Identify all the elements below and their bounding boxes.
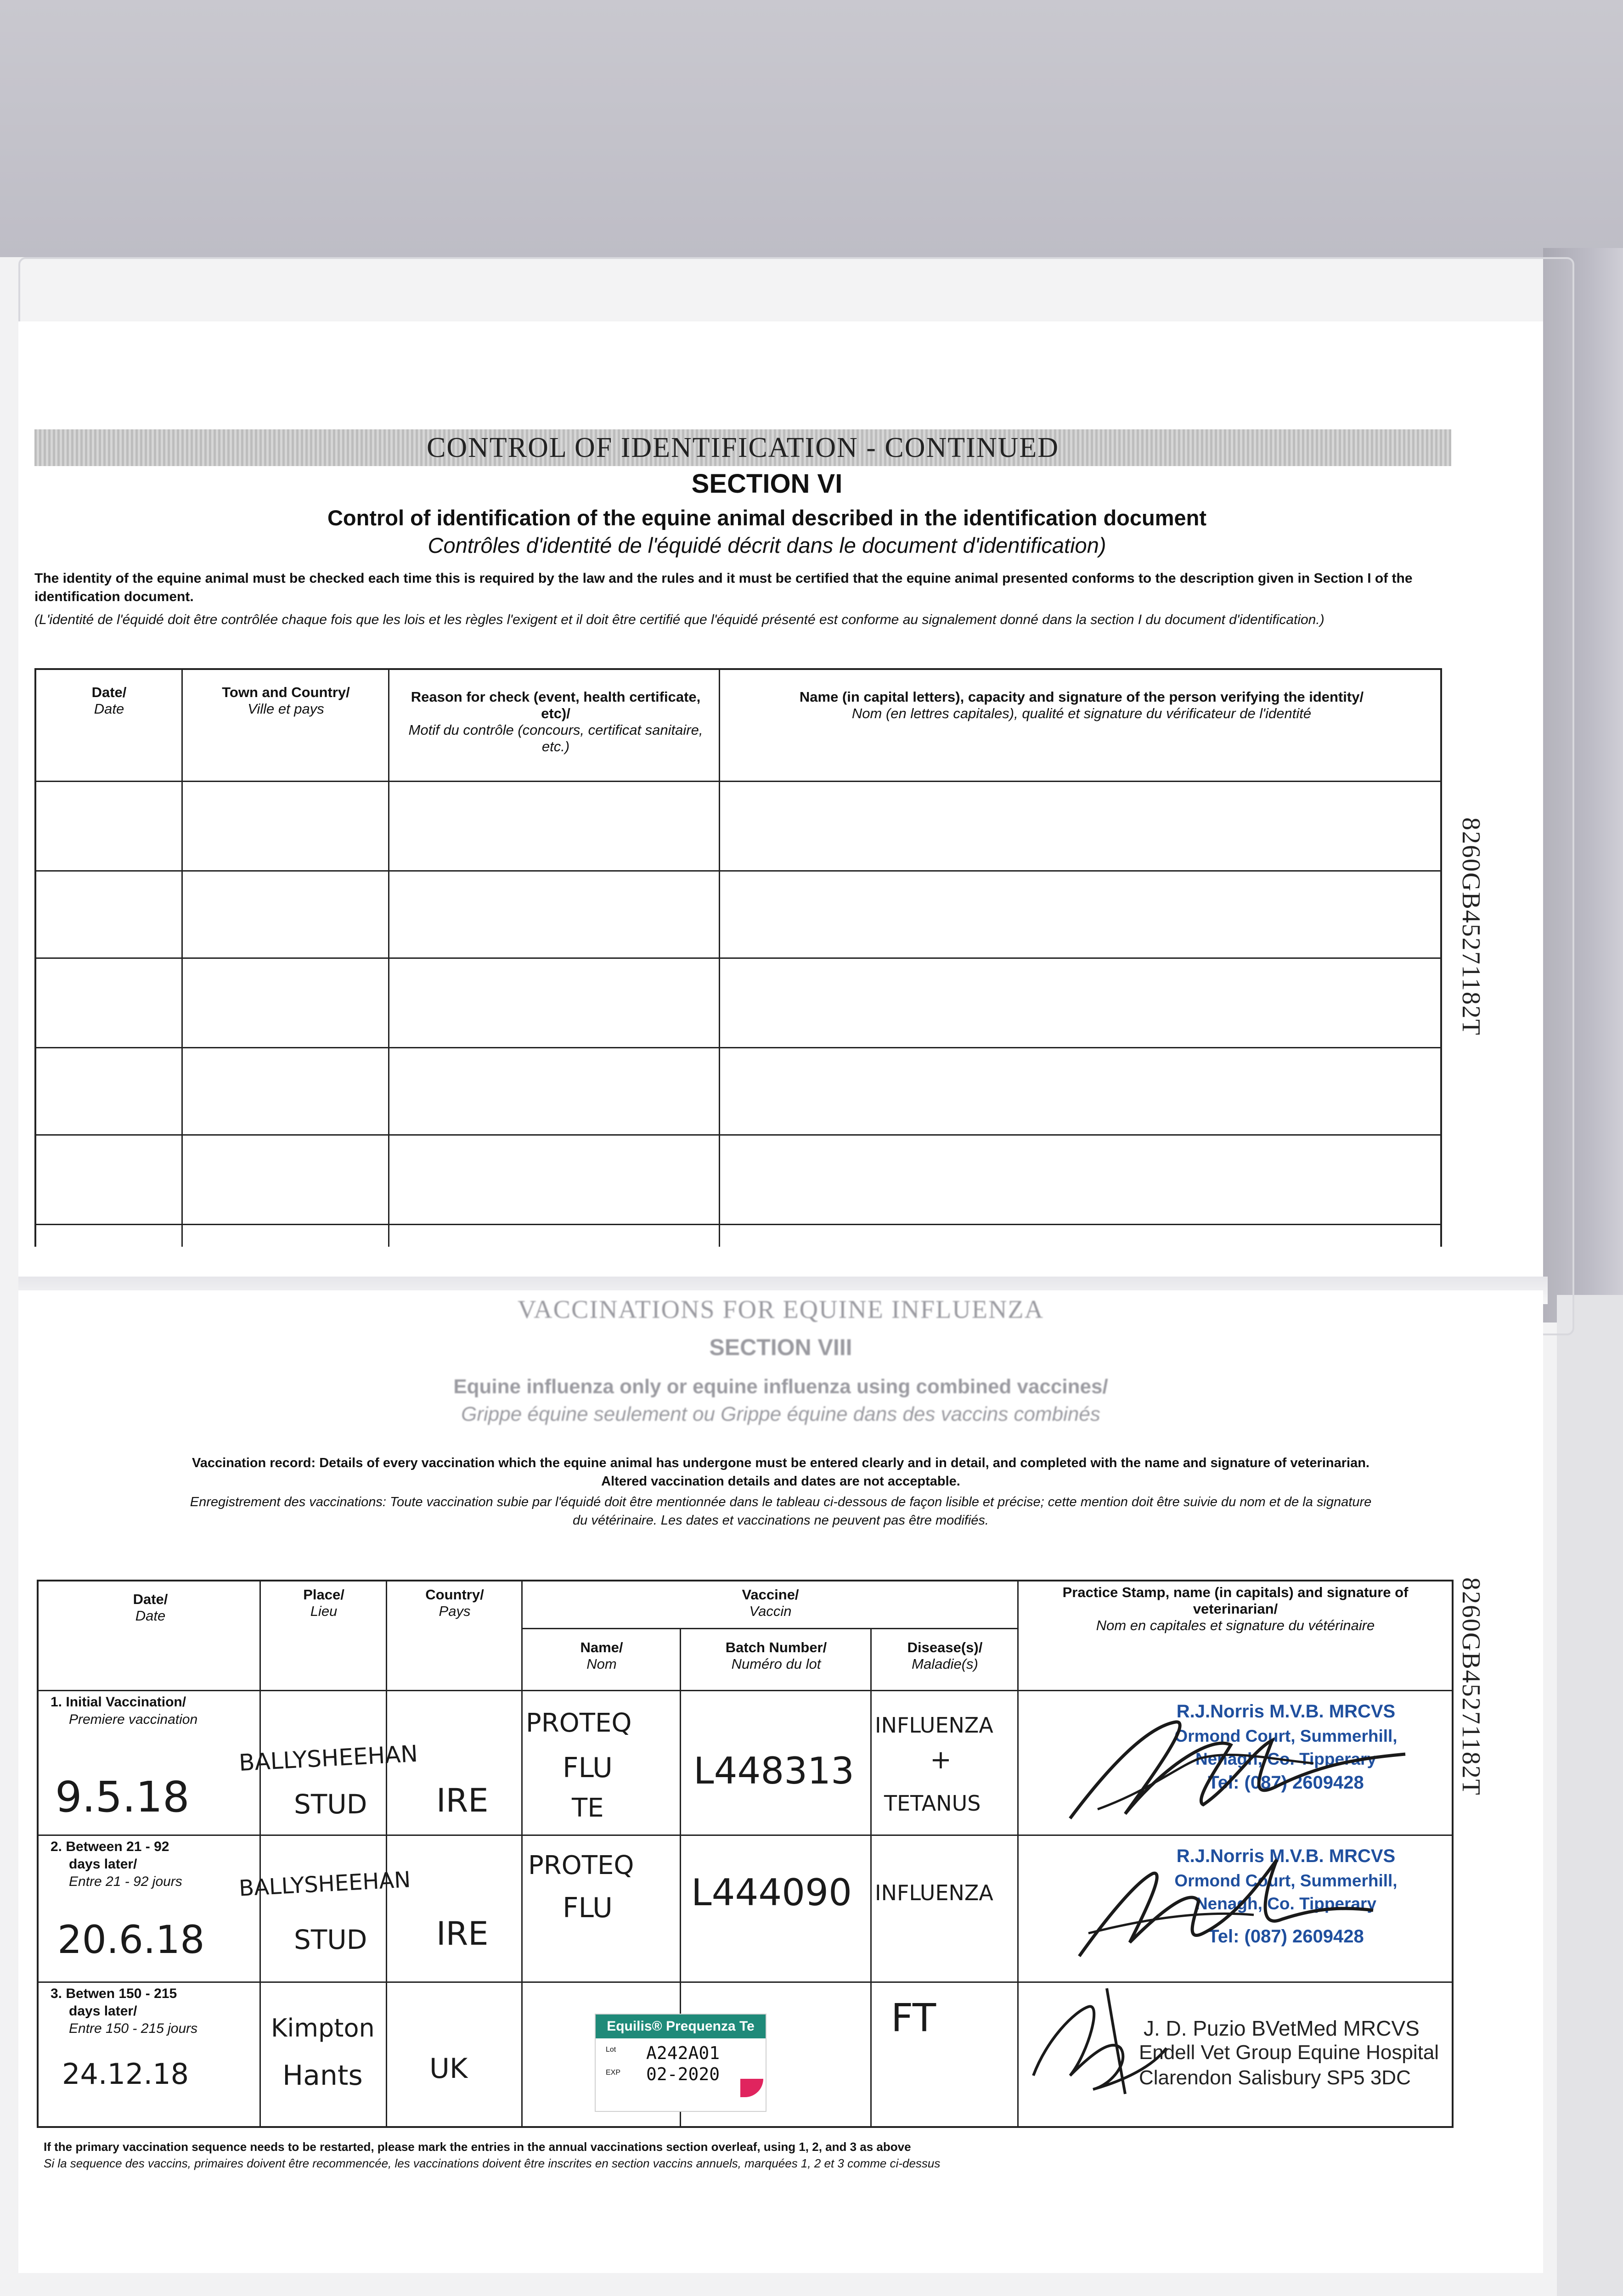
row1-label-en: 1. Initial Vaccination/ [51, 1694, 186, 1710]
section-viii-title: SECTION VIII [709, 1334, 852, 1360]
row1-vaccine-name-3: TE [572, 1793, 604, 1823]
row3-label-en2: days later/ [69, 2003, 137, 2019]
section-viii-footer-en: If the primary vaccination sequence needs to be restarted, please mark the entries in the annual vaccinations section overleaf, using 1, 2, and 3 as above [44, 2140, 911, 2154]
vacc-border-right [1452, 1580, 1454, 2128]
row2-stamp-line-3: Nenagh, Co. Tipperary [1195, 1894, 1377, 1913]
row2-vaccine-name-2: FLU [563, 1892, 613, 1924]
vacc-header-country [388, 1587, 521, 1620]
vacc-header-country-fr: Pays [439, 1603, 471, 1619]
row-line-3 [34, 957, 1442, 959]
row1-date: 9.5.18 [55, 1773, 190, 1822]
vacc-header-batch-fr: Numéro du lot [731, 1656, 821, 1672]
row3-stamp-line-1: J. D. Puzio BVetMed MRCVS [1144, 2016, 1420, 2040]
vacc-header-vaccine-en: Vaccine/ [742, 1587, 799, 1603]
vacc-header-vaccine-fr: Vaccin [749, 1603, 792, 1619]
vacc-header-vaccine [524, 1587, 1017, 1620]
row1-place-2: STUD [294, 1789, 367, 1820]
vacc-row-line-3 [37, 1981, 1454, 1983]
row1-vaccine-name-2: FLU [563, 1752, 613, 1784]
row2-disease-1: INFLUENZA [875, 1880, 993, 1905]
vacc-header-place-fr: Lieu [310, 1603, 338, 1619]
row3-disease-1: FT [891, 1995, 936, 2040]
vacc-subheader-line [521, 1628, 1017, 1629]
row2-place-1: BALLYSHEEHAN [238, 1867, 411, 1902]
section-vi-banner [34, 429, 1451, 466]
row-line-2 [34, 870, 1442, 872]
row3-label-en: 3. Betwen 150 - 215 [51, 1986, 177, 2001]
col-header-town [184, 684, 388, 717]
sticker-exp-label: EXP [606, 2069, 621, 2077]
vacc-header-stamp [1024, 1584, 1447, 1634]
vacc-header-place [262, 1587, 386, 1620]
row2-stamp-line-4: Tel: (087) 2609428 [1208, 1926, 1364, 1947]
vacc-header-date-fr: Date [135, 1608, 166, 1624]
vacc-border-bottom [37, 2126, 1454, 2128]
row1-stamp-line-4: Tel: (087) 2609428 [1208, 1773, 1364, 1793]
row-line-1 [34, 781, 1442, 782]
vacc-row-line-2 [37, 1835, 1454, 1836]
vacc-col-div-5 [870, 1628, 872, 2128]
section-viii-intro-fr-1: Enregistrement des vaccinations: Toute vaccination subie par l'équidé doit être mentionnée dans le tableau ci-dessous de façon lisible et précise; cette mention doit être suivie du nom et de la signature [190, 1495, 1372, 1509]
row1-signature [1056, 1708, 1433, 1832]
row2-vaccine-name-1: PROTEQ [528, 1851, 634, 1880]
sticker-vaccine-name: Equilis® Prequenza Te [596, 2015, 766, 2038]
vacc-col-div-2 [386, 1580, 387, 2128]
row-line-4 [34, 1047, 1442, 1048]
row1-disease-1: INFLUENZA [875, 1713, 993, 1738]
vacc-header-country-en: Country/ [425, 1587, 484, 1603]
col-header-reason [404, 689, 707, 755]
col-header-town-en: Town and Country/ [222, 684, 350, 700]
section-vi-subtitle-en: Control of identification of the equine animal described in the identification document [327, 506, 1207, 530]
col-header-date [37, 684, 181, 717]
row2-label-en: 2. Between 21 - 92 [51, 1839, 169, 1854]
sticker-exp: 02-2020 [646, 2064, 720, 2084]
vacc-header-place-en: Place/ [303, 1587, 344, 1603]
vaccine-batch-sticker [595, 2014, 766, 2112]
row2-country: IRE [436, 1915, 489, 1953]
vacc-header-date-en: Date/ [133, 1591, 168, 1607]
row2-stamp-line-1: R.J.Norris M.V.B. MRCVS [1176, 1846, 1396, 1866]
row1-label-fr: Premiere vaccination [69, 1712, 198, 1727]
col-header-date-en: Date/ [91, 684, 127, 700]
row2-date: 20.6.18 [57, 1917, 205, 1962]
vacc-header-name [524, 1639, 680, 1672]
vacc-header-stamp-en: Practice Stamp, name (in capitals) and signature of veterinarian/ [1062, 1584, 1409, 1617]
row-line-5 [34, 1134, 1442, 1136]
row2-signature [1061, 1841, 1392, 1970]
vacc-col-div-6 [1017, 1580, 1019, 2128]
row2-place-2: STUD [294, 1924, 367, 1955]
col-header-reason-fr: Motif du contrôle (concours, certificat sanitaire, etc.) [408, 722, 703, 754]
vacc-border-left [37, 1580, 39, 2128]
row1-vaccine-name-1: PROTEQ [526, 1708, 632, 1738]
row-line-6 [34, 1224, 1442, 1225]
sticker-lot-label: Lot [606, 2046, 616, 2054]
section-vi-intro-fr: (L'identité de l'équidé doit être contrôlée chaque fois que les lois et les règles l'exigent et il doit être certifié que l'équidé présenté est conforme au signalement donné dans la section I du document d'identification.) [34, 612, 1324, 627]
vacc-header-date [41, 1591, 259, 1624]
row1-stamp-line-1: R.J.Norris M.V.B. MRCVS [1176, 1701, 1396, 1722]
col-header-reason-en: Reason for check (event, health certificate, etc)/ [411, 689, 701, 721]
row1-disease-2: + [930, 1745, 952, 1775]
vacc-col-div-3 [521, 1580, 523, 2128]
row1-stamp-line-2: Ormond Court, Summerhill, [1174, 1727, 1398, 1745]
row3-stamp-line-3: Clarendon Salisbury SP5 3DC [1139, 2066, 1411, 2089]
section-viii-subtitle-fr: Grippe équine seulement ou Grippe équine dans des vaccins combinés [461, 1403, 1100, 1425]
table-border-top [34, 668, 1442, 670]
vacc-header-disease-fr: Maladie(s) [912, 1656, 978, 1672]
section-vi-intro-en: The identity of the equine animal must be checked each time this is required by the law and the rules and it must be certified that the equine animal presented conforms to the description given in Section I of the identification document. [34, 571, 1413, 604]
section-viii-banner: VACCINATIONS FOR EQUINE INFLUENZA [517, 1295, 1044, 1324]
row3-country: UK [429, 2053, 468, 2085]
section-vi-title: SECTION VI [691, 469, 843, 499]
vacc-col-div-1 [259, 1580, 261, 2128]
vacc-border-top [37, 1580, 1454, 1581]
row3-place-1: Kimpton [271, 2014, 375, 2043]
sticker-lot: A242A01 [646, 2043, 720, 2063]
row3-stamp-line-2: Endell Vet Group Equine Hospital [1139, 2041, 1439, 2064]
section-viii-subtitle-en: Equine influenza only or equine influenza using combined vaccines/ [453, 1375, 1108, 1398]
row2-stamp-line-2: Ormond Court, Summerhill, [1174, 1871, 1398, 1890]
row3-place-2: Hants [282, 2060, 363, 2092]
row2-batch: L444090 [691, 1871, 852, 1914]
col-header-verifier-en: Name (in capital letters), capacity and signature of the person verifying the identity/ [799, 689, 1364, 705]
section-viii-intro-fr-2: du vétérinaire. Les dates et vaccinations ne peuvent pas être modifiés. [573, 1513, 989, 1528]
row1-batch: L448313 [693, 1750, 854, 1792]
section-viii-intro-en-2: Altered vaccination details and dates are not acceptable. [601, 1474, 960, 1489]
vacc-header-disease [873, 1639, 1017, 1672]
row1-stamp-line-3: Nenagh, Co. Tipperary [1195, 1750, 1377, 1768]
vacc-header-disease-en: Disease(s)/ [907, 1639, 983, 1655]
section-vi-id-code: 8260GB45271182T [1457, 817, 1485, 1036]
col-header-town-fr: Ville et pays [248, 701, 324, 717]
vacc-header-stamp-fr: Nom en capitales et signature du vétérinaire [1096, 1617, 1375, 1633]
vacc-row-line-1 [37, 1690, 1454, 1691]
vacc-header-batch-en: Batch Number/ [725, 1639, 827, 1655]
scan-background [0, 0, 1623, 257]
row3-label-fr: Entre 150 - 215 jours [69, 2021, 198, 2036]
vacc-header-batch [682, 1639, 870, 1672]
section-vi-subtitle-fr: Contrôles d'identité de l'équidé décrit dans le document d'identification) [428, 533, 1106, 557]
section-viii-id-code: 8260GB45271182T [1457, 1577, 1485, 1796]
row3-date: 24.12.18 [62, 2057, 189, 2091]
section-viii-intro-en-1: Vaccination record: Details of every vaccination which the equine animal has undergone must be entered clearly and in detail, and completed with the name and signature of veterinarian. [192, 1456, 1369, 1470]
scan-margin [1557, 1295, 1623, 2296]
row1-place-1: BALLYSHEEHAN [238, 1740, 419, 1777]
vacc-header-name-en: Name/ [580, 1639, 623, 1655]
col-header-date-fr: Date [94, 701, 124, 717]
col-header-verifier-fr: Nom (en lettres capitales), qualité et signature du vérificateur de l'identité [851, 705, 1312, 721]
section-viii-footer-fr: Si la sequence des vaccins, primaires doivent être recommencée, les vaccinations doivent être inscrites en section vaccins annuels, marquées 1, 2 et 3 comme ci-dessus [44, 2156, 941, 2170]
row1-disease-3: TETANUS [884, 1791, 981, 1816]
section-vi-banner-text: CONTROL OF IDENTIFICATION - CONTINUED [426, 432, 1059, 463]
vacc-header-name-fr: Nom [586, 1656, 617, 1672]
row2-label-fr: Entre 21 - 92 jours [69, 1874, 182, 1889]
col-header-verifier [726, 689, 1437, 722]
row1-country: IRE [436, 1782, 489, 1819]
row2-label-en2: days later/ [69, 1857, 137, 1872]
sticker-red-mark [740, 2079, 763, 2097]
